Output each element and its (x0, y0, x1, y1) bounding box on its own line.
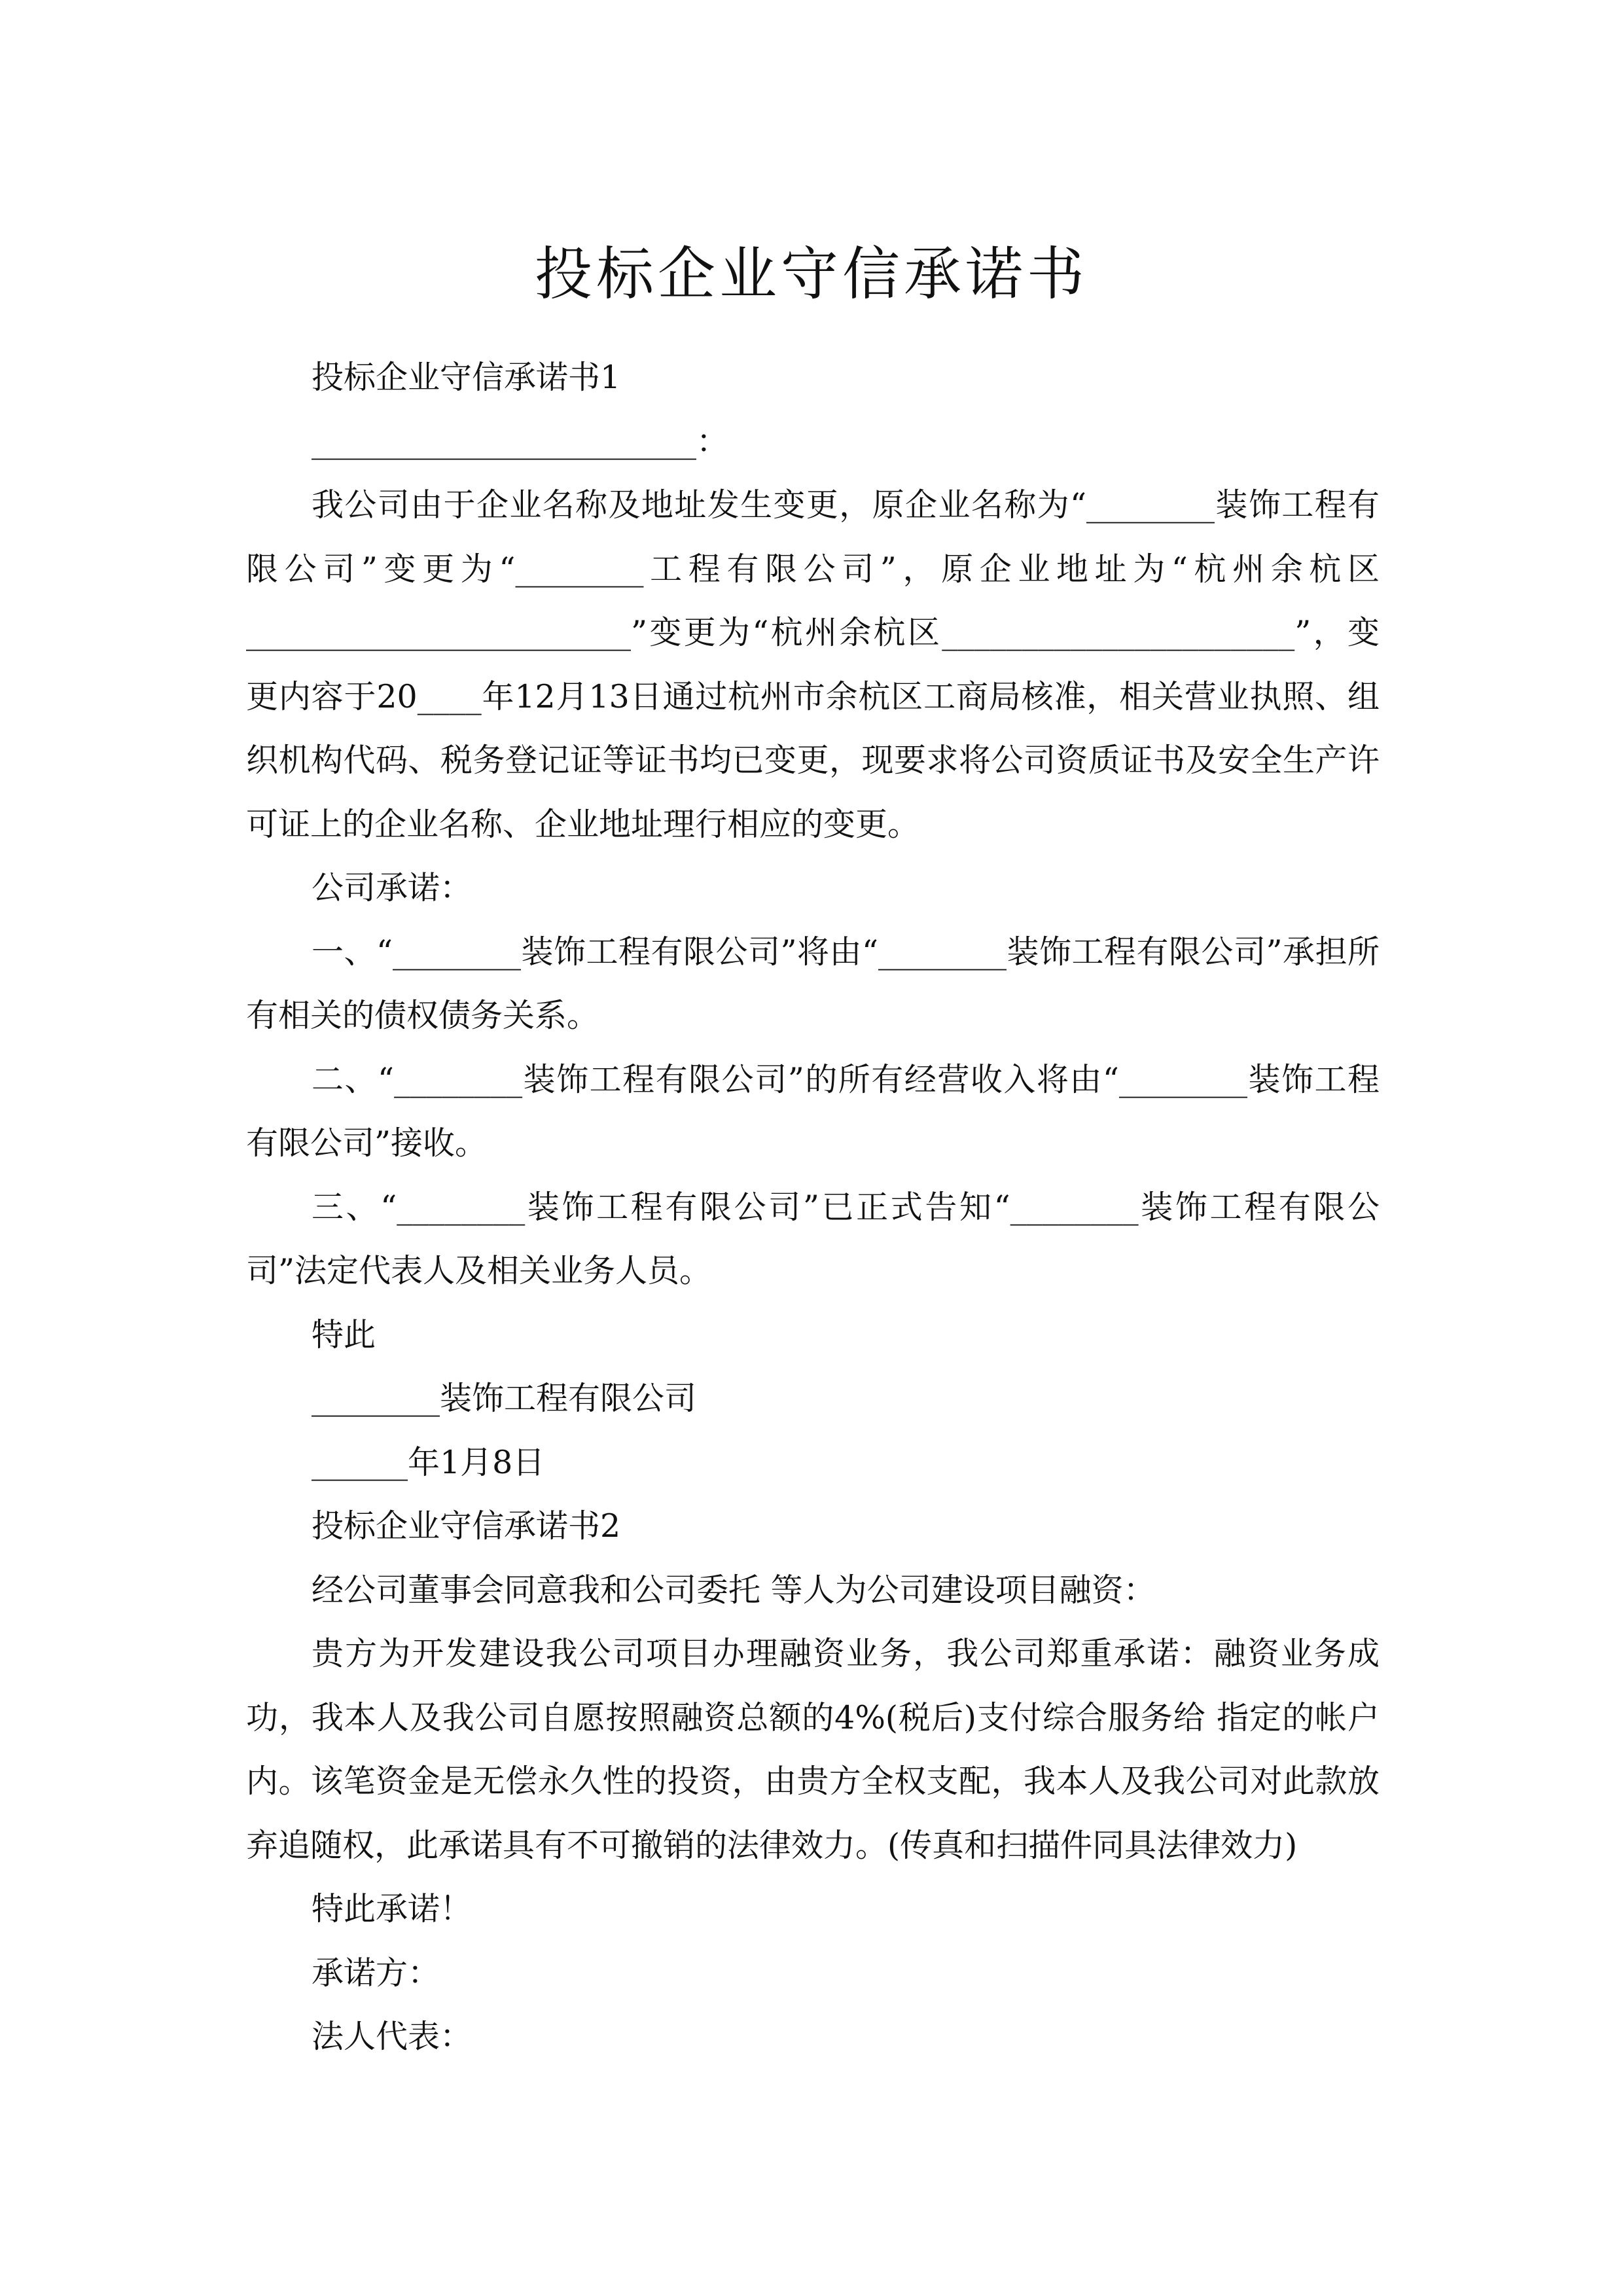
board-consent-paragraph: 经公司董事会同意我和公司委托 等人为公司建设项目融资： (312, 1571, 1156, 1609)
financing-commitment-paragraph: 贵方为开发建设我公司项目办理融资业务，我公司郑重承诺：融资业务成功，我本人及我公司自愿按照融资总额的4%(税后)支付综合服务给 指定的帐户内。该笔资金是无偿永久性的投资，由贵方全权支配，我本人及我公司对此款放弃追随权，此承诺具有不可撤销的法律效力。(传真和扫描件同具法律效力) (246, 1635, 1380, 1864)
legal-representative-label: 法人代表： (312, 2018, 473, 2055)
signature-company: ________装饰工程有限公司 (312, 1380, 697, 1417)
section-heading-1: 投标企业守信承诺书1 (312, 359, 621, 396)
commitment-heading: 公司承诺： (312, 869, 473, 906)
section-heading-2: 投标企业守信承诺书2 (312, 1507, 621, 1545)
document-body (246, 346, 1380, 2069)
commitment-item-1: 一、“________装饰工程有限公司”将由“________装饰工程有限公司”承担所有相关的债权债务关系。 (246, 933, 1380, 1034)
document-title: 投标企业守信承诺书 (534, 240, 1088, 308)
closing-phrase: 特此 (312, 1316, 376, 1354)
closing-commitment: 特此承诺！ (312, 1890, 473, 1928)
signature-date: ______年1月8日 (312, 1443, 545, 1481)
commitment-item-2: 二、“________装饰工程有限公司”的所有经营收入将由“________装饰工程有限公司”接收。 (246, 1060, 1380, 1162)
promisor-label: 承诺方： (312, 1954, 440, 1992)
addressee-line: ________________________： (312, 422, 728, 460)
commitment-item-3: 三、“________装饰工程有限公司”已正式告知“________装饰工程有限公司”法定代表人及相关业务人员。 (246, 1188, 1380, 1289)
change-statement-paragraph: 我公司由于企业名称及地址发生变更，原企业名称为“________装饰工程有限公司”变更为“________工程有限公司”，原企业地址为“杭州余杭区________________________”变更为“杭州余杭区______________________”，变更内容于20____年12月13日通过杭州市余杭区工商局核准，相关营业执照、组织机构代码、税务登记证等证书均已变更，现要求将公司资质证书及安全生产许可证上的企业名称、企业地址理行相应的变更。 (246, 486, 1380, 843)
